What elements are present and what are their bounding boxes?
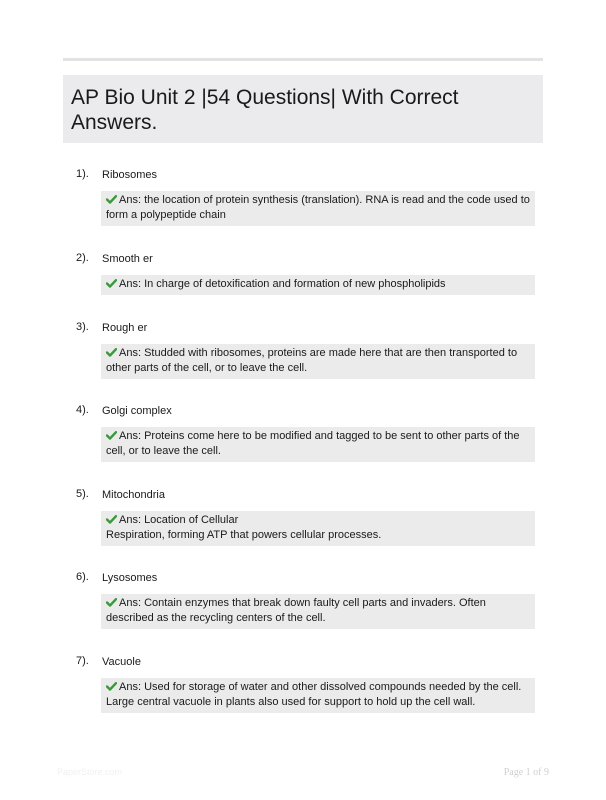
- question-term: Lysosomes: [102, 572, 158, 584]
- question-number: 6).: [76, 571, 89, 583]
- question-number: 7).: [76, 655, 89, 667]
- answer-text: Ans: the location of protein synthesis (translation). RNA is read and the code used to form a polypeptide chain: [106, 194, 530, 221]
- checkmark-icon: [106, 431, 117, 440]
- question-number: 5).: [76, 488, 89, 500]
- answer-box: [101, 344, 535, 379]
- checkmark-icon: [106, 279, 117, 288]
- page-title: AP Bio Unit 2 |54 Questions| With Correct Answers.: [71, 86, 459, 134]
- question-number: 1).: [76, 168, 89, 180]
- answer-box: [101, 427, 535, 462]
- question-number: 3).: [76, 321, 89, 333]
- checkmark-icon: [106, 195, 117, 204]
- question-term: Vacuole: [102, 656, 141, 668]
- checkmark-icon: [106, 515, 117, 524]
- answer-text: Ans: Proteins come here to be modified and tagged to be sent to other parts of the cell, or to leave the cell.: [106, 430, 520, 457]
- answer-text: Ans: In charge of detoxification and formation of new phospholipids: [119, 278, 446, 290]
- question-term: Mitochondria: [102, 489, 165, 501]
- answer-text: Ans: Used for storage of water and other dissolved compounds needed by the cell. Large central vacuole in plants also used for support to hold up the cell wall.: [106, 681, 522, 708]
- question-number: 2).: [76, 252, 89, 264]
- checkmark-icon: [106, 598, 117, 607]
- question-number: 4).: [76, 404, 89, 416]
- question-term: Ribosomes: [102, 169, 158, 181]
- checkmark-icon: [106, 682, 117, 691]
- checkmark-icon: [106, 348, 117, 357]
- answer-text: Ans: Studded with ribosomes, proteins are made here that are then transported to other parts of the cell, or to leave the cell.: [106, 347, 518, 374]
- page-number: Page 1 of 9: [503, 767, 549, 778]
- question-term: Rough er: [102, 322, 148, 334]
- answer-box: [101, 511, 535, 546]
- answer-text: Ans: Location of Cellular: [119, 514, 239, 526]
- answer-box: [101, 275, 535, 295]
- answer-text-continued: Respiration, forming ATP that powers cellular processes.: [106, 529, 382, 541]
- question-term: Smooth er: [102, 253, 153, 265]
- top-divider: [63, 58, 543, 61]
- title-banner: [63, 75, 543, 143]
- question-term: Golgi complex: [102, 405, 172, 417]
- footer-watermark: PaperStore.com: [57, 767, 123, 777]
- answer-box: [101, 191, 535, 226]
- answer-box: [101, 594, 535, 629]
- answer-text: Ans: Contain enzymes that break down faulty cell parts and invaders. Often described as the recycling centers of the cell.: [106, 597, 486, 624]
- answer-box: [101, 678, 535, 713]
